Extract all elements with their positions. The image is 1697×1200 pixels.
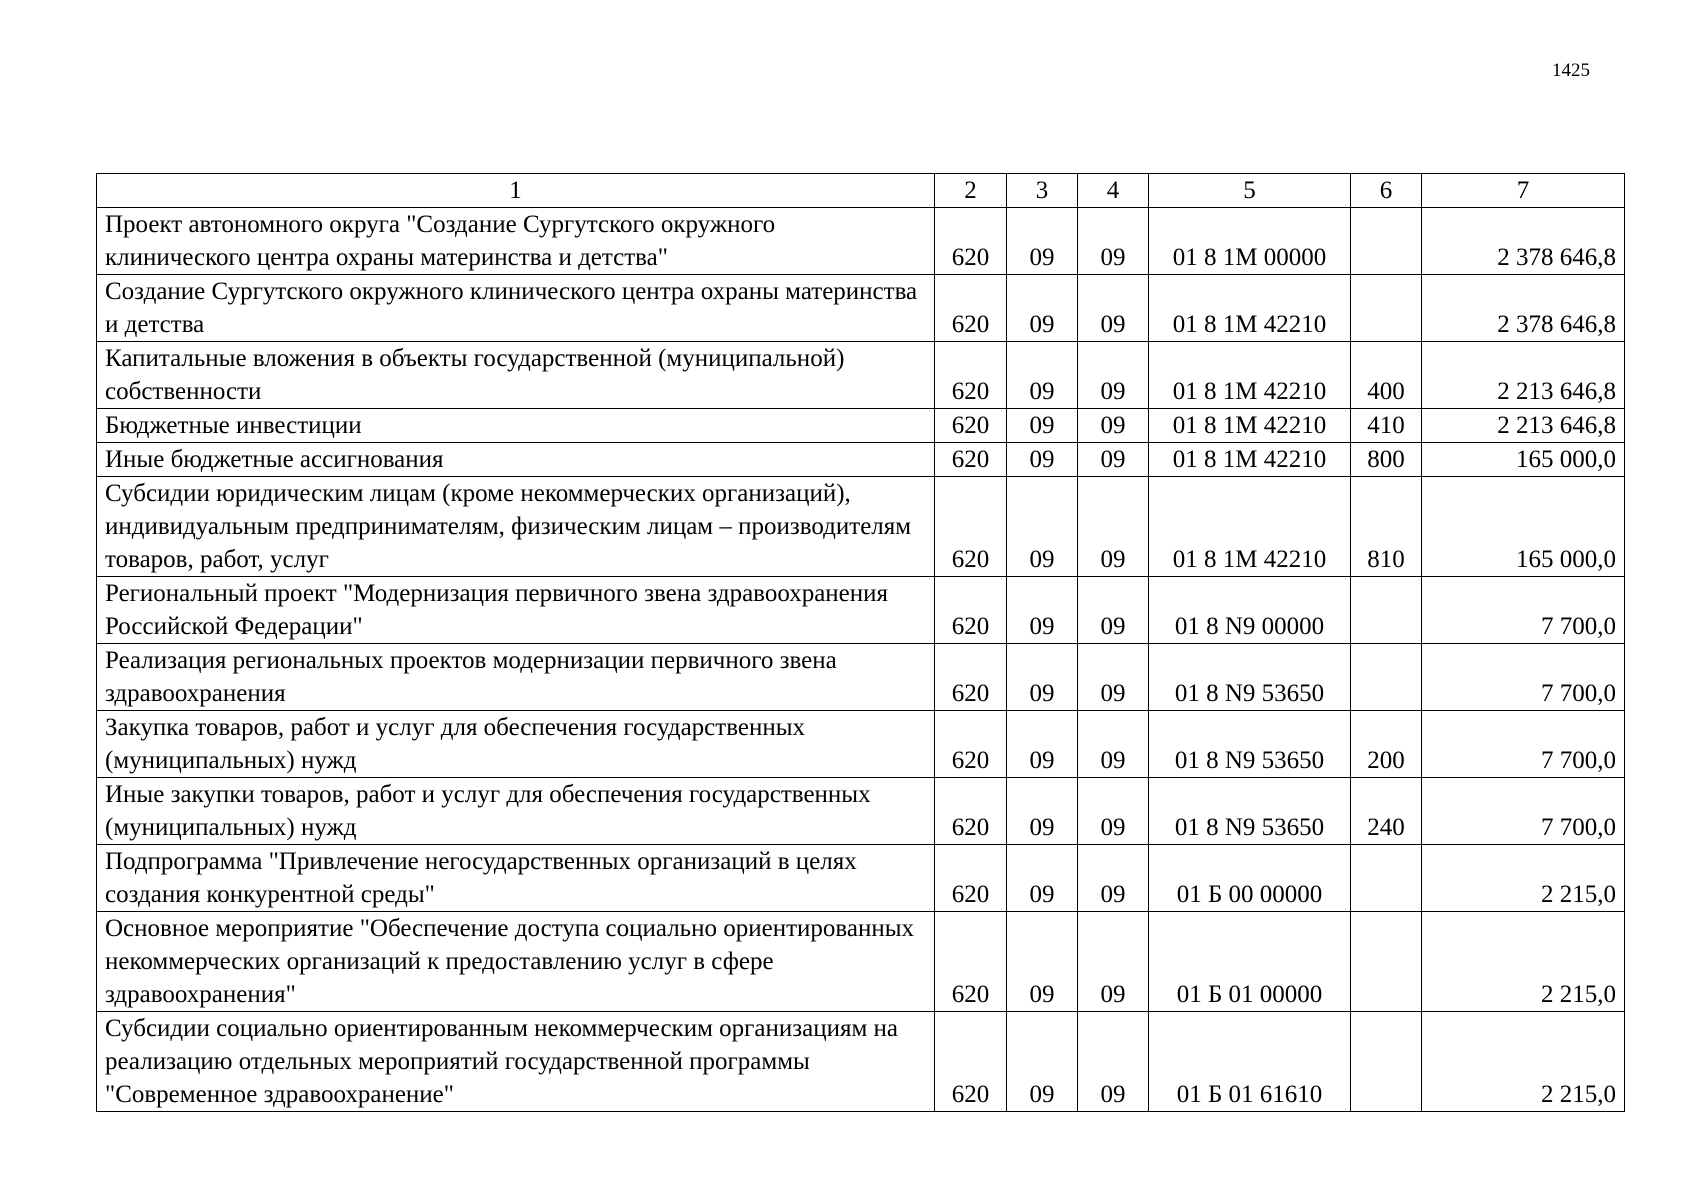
cell-col-5: 01 8 N9 53650 — [1149, 778, 1351, 845]
cell-col-2: 620 — [935, 342, 1007, 409]
cell-amount: 2 378 646,8 — [1422, 208, 1625, 275]
cell-col-5: 01 8 1М 42210 — [1149, 409, 1351, 443]
row-name: Бюджетные инвестиции — [97, 409, 935, 443]
cell-col-4: 09 — [1078, 912, 1149, 1012]
cell-col-4: 09 — [1078, 443, 1149, 477]
cell-col-6: 400 — [1351, 342, 1422, 409]
row-name: Основное мероприятие "Обеспечение доступа социально ориентированных некоммерческих организаций к предоставлению услуг в сфере здравоохранения" — [97, 912, 935, 1012]
row-name: Капитальные вложения в объекты государственной (муниципальной) собственности — [97, 342, 935, 409]
row-name: Субсидии юридическим лицам (кроме некоммерческих организаций), индивидуальным предпринимателям, физическим лицам – производителям товаров, работ, услуг — [97, 477, 935, 577]
table-row — [97, 477, 1625, 577]
cell-col-4: 09 — [1078, 778, 1149, 845]
cell-col-4: 09 — [1078, 711, 1149, 778]
cell-amount: 2 215,0 — [1422, 1012, 1625, 1112]
cell-col-2: 620 — [935, 477, 1007, 577]
cell-col-2: 620 — [935, 711, 1007, 778]
cell-col-4: 09 — [1078, 275, 1149, 342]
table-row — [97, 711, 1625, 778]
table-row — [97, 409, 1625, 443]
cell-col-4: 09 — [1078, 208, 1149, 275]
cell-col-3: 09 — [1007, 275, 1078, 342]
cell-col-2: 620 — [935, 443, 1007, 477]
cell-col-4: 09 — [1078, 577, 1149, 644]
cell-col-4: 09 — [1078, 477, 1149, 577]
cell-col-3: 09 — [1007, 342, 1078, 409]
cell-col-5: 01 8 1М 42210 — [1149, 477, 1351, 577]
cell-col-3: 09 — [1007, 1012, 1078, 1112]
cell-col-4: 09 — [1078, 409, 1149, 443]
table-row — [97, 1012, 1625, 1112]
cell-col-5: 01 8 N9 53650 — [1149, 711, 1351, 778]
page-number: 1425 — [1552, 60, 1590, 81]
cell-col-5: 01 8 1М 42210 — [1149, 275, 1351, 342]
cell-col-6 — [1351, 912, 1422, 1012]
cell-amount: 165 000,0 — [1422, 477, 1625, 577]
cell-col-2: 620 — [935, 577, 1007, 644]
cell-col-5: 01 Б 00 00000 — [1149, 845, 1351, 912]
cell-amount: 2 215,0 — [1422, 845, 1625, 912]
cell-col-2: 620 — [935, 409, 1007, 443]
table-row — [97, 644, 1625, 711]
cell-amount: 7 700,0 — [1422, 644, 1625, 711]
cell-amount: 2 215,0 — [1422, 912, 1625, 1012]
table-row — [97, 275, 1625, 342]
column-header-1: 1 — [97, 174, 935, 208]
column-header-5: 5 — [1149, 174, 1351, 208]
cell-col-2: 620 — [935, 912, 1007, 1012]
cell-col-6 — [1351, 644, 1422, 711]
cell-col-2: 620 — [935, 644, 1007, 711]
cell-col-4: 09 — [1078, 845, 1149, 912]
row-name: Закупка товаров, работ и услуг для обеспечения государственных (муниципальных) нужд — [97, 711, 935, 778]
cell-col-6 — [1351, 1012, 1422, 1112]
cell-col-5: 01 8 1М 00000 — [1149, 208, 1351, 275]
cell-col-3: 09 — [1007, 477, 1078, 577]
cell-col-5: 01 8 N9 53650 — [1149, 644, 1351, 711]
cell-col-3: 09 — [1007, 711, 1078, 778]
cell-col-3: 09 — [1007, 912, 1078, 1012]
row-name: Иные бюджетные ассигнования — [97, 443, 935, 477]
table-body — [97, 208, 1625, 1112]
row-name: Реализация региональных проектов модернизации первичного звена здравоохранения — [97, 644, 935, 711]
cell-amount: 7 700,0 — [1422, 711, 1625, 778]
cell-col-5: 01 Б 01 00000 — [1149, 912, 1351, 1012]
row-name: Субсидии социально ориентированным некоммерческим организациям на реализацию отдельных мероприятий государственной программы "Современное здравоохранение" — [97, 1012, 935, 1112]
cell-col-2: 620 — [935, 845, 1007, 912]
cell-col-3: 09 — [1007, 845, 1078, 912]
cell-col-5: 01 8 1М 42210 — [1149, 443, 1351, 477]
row-name: Региональный проект "Модернизация первичного звена здравоохранения Российской Федерации" — [97, 577, 935, 644]
cell-col-2: 620 — [935, 1012, 1007, 1112]
table-row — [97, 577, 1625, 644]
table-row — [97, 208, 1625, 275]
cell-col-2: 620 — [935, 208, 1007, 275]
table-row — [97, 342, 1625, 409]
cell-amount: 2 378 646,8 — [1422, 275, 1625, 342]
cell-amount: 2 213 646,8 — [1422, 409, 1625, 443]
column-header-6: 6 — [1351, 174, 1422, 208]
column-header-4: 4 — [1078, 174, 1149, 208]
cell-col-4: 09 — [1078, 1012, 1149, 1112]
table-row — [97, 912, 1625, 1012]
row-name: Иные закупки товаров, работ и услуг для обеспечения государственных (муниципальных) нужд — [97, 778, 935, 845]
cell-col-6 — [1351, 208, 1422, 275]
column-header-2: 2 — [935, 174, 1007, 208]
table-row — [97, 443, 1625, 477]
cell-col-4: 09 — [1078, 342, 1149, 409]
cell-col-6: 410 — [1351, 409, 1422, 443]
cell-col-4: 09 — [1078, 644, 1149, 711]
table-row — [97, 845, 1625, 912]
row-name: Проект автономного округа "Создание Сургутского окружного клинического центра охраны материнства и детства" — [97, 208, 935, 275]
cell-col-5: 01 Б 01 61610 — [1149, 1012, 1351, 1112]
cell-col-2: 620 — [935, 275, 1007, 342]
table-row — [97, 778, 1625, 845]
cell-col-6: 200 — [1351, 711, 1422, 778]
cell-col-3: 09 — [1007, 409, 1078, 443]
cell-col-3: 09 — [1007, 577, 1078, 644]
cell-col-6: 240 — [1351, 778, 1422, 845]
header-row — [97, 174, 1625, 208]
column-header-7: 7 — [1422, 174, 1625, 208]
budget-table — [96, 173, 1625, 1112]
cell-amount: 7 700,0 — [1422, 577, 1625, 644]
cell-col-3: 09 — [1007, 208, 1078, 275]
cell-col-6: 800 — [1351, 443, 1422, 477]
cell-col-3: 09 — [1007, 644, 1078, 711]
cell-col-6 — [1351, 275, 1422, 342]
row-name: Подпрограмма "Привлечение негосударственных организаций в целях создания конкурентной среды" — [97, 845, 935, 912]
cell-amount: 2 213 646,8 — [1422, 342, 1625, 409]
row-name: Создание Сургутского окружного клинического центра охраны материнства и детства — [97, 275, 935, 342]
cell-col-5: 01 8 1М 42210 — [1149, 342, 1351, 409]
column-header-3: 3 — [1007, 174, 1078, 208]
cell-col-3: 09 — [1007, 443, 1078, 477]
cell-col-6 — [1351, 845, 1422, 912]
cell-amount: 7 700,0 — [1422, 778, 1625, 845]
cell-col-5: 01 8 N9 00000 — [1149, 577, 1351, 644]
cell-col-2: 620 — [935, 778, 1007, 845]
cell-col-6 — [1351, 577, 1422, 644]
cell-col-3: 09 — [1007, 778, 1078, 845]
cell-col-6: 810 — [1351, 477, 1422, 577]
cell-amount: 165 000,0 — [1422, 443, 1625, 477]
